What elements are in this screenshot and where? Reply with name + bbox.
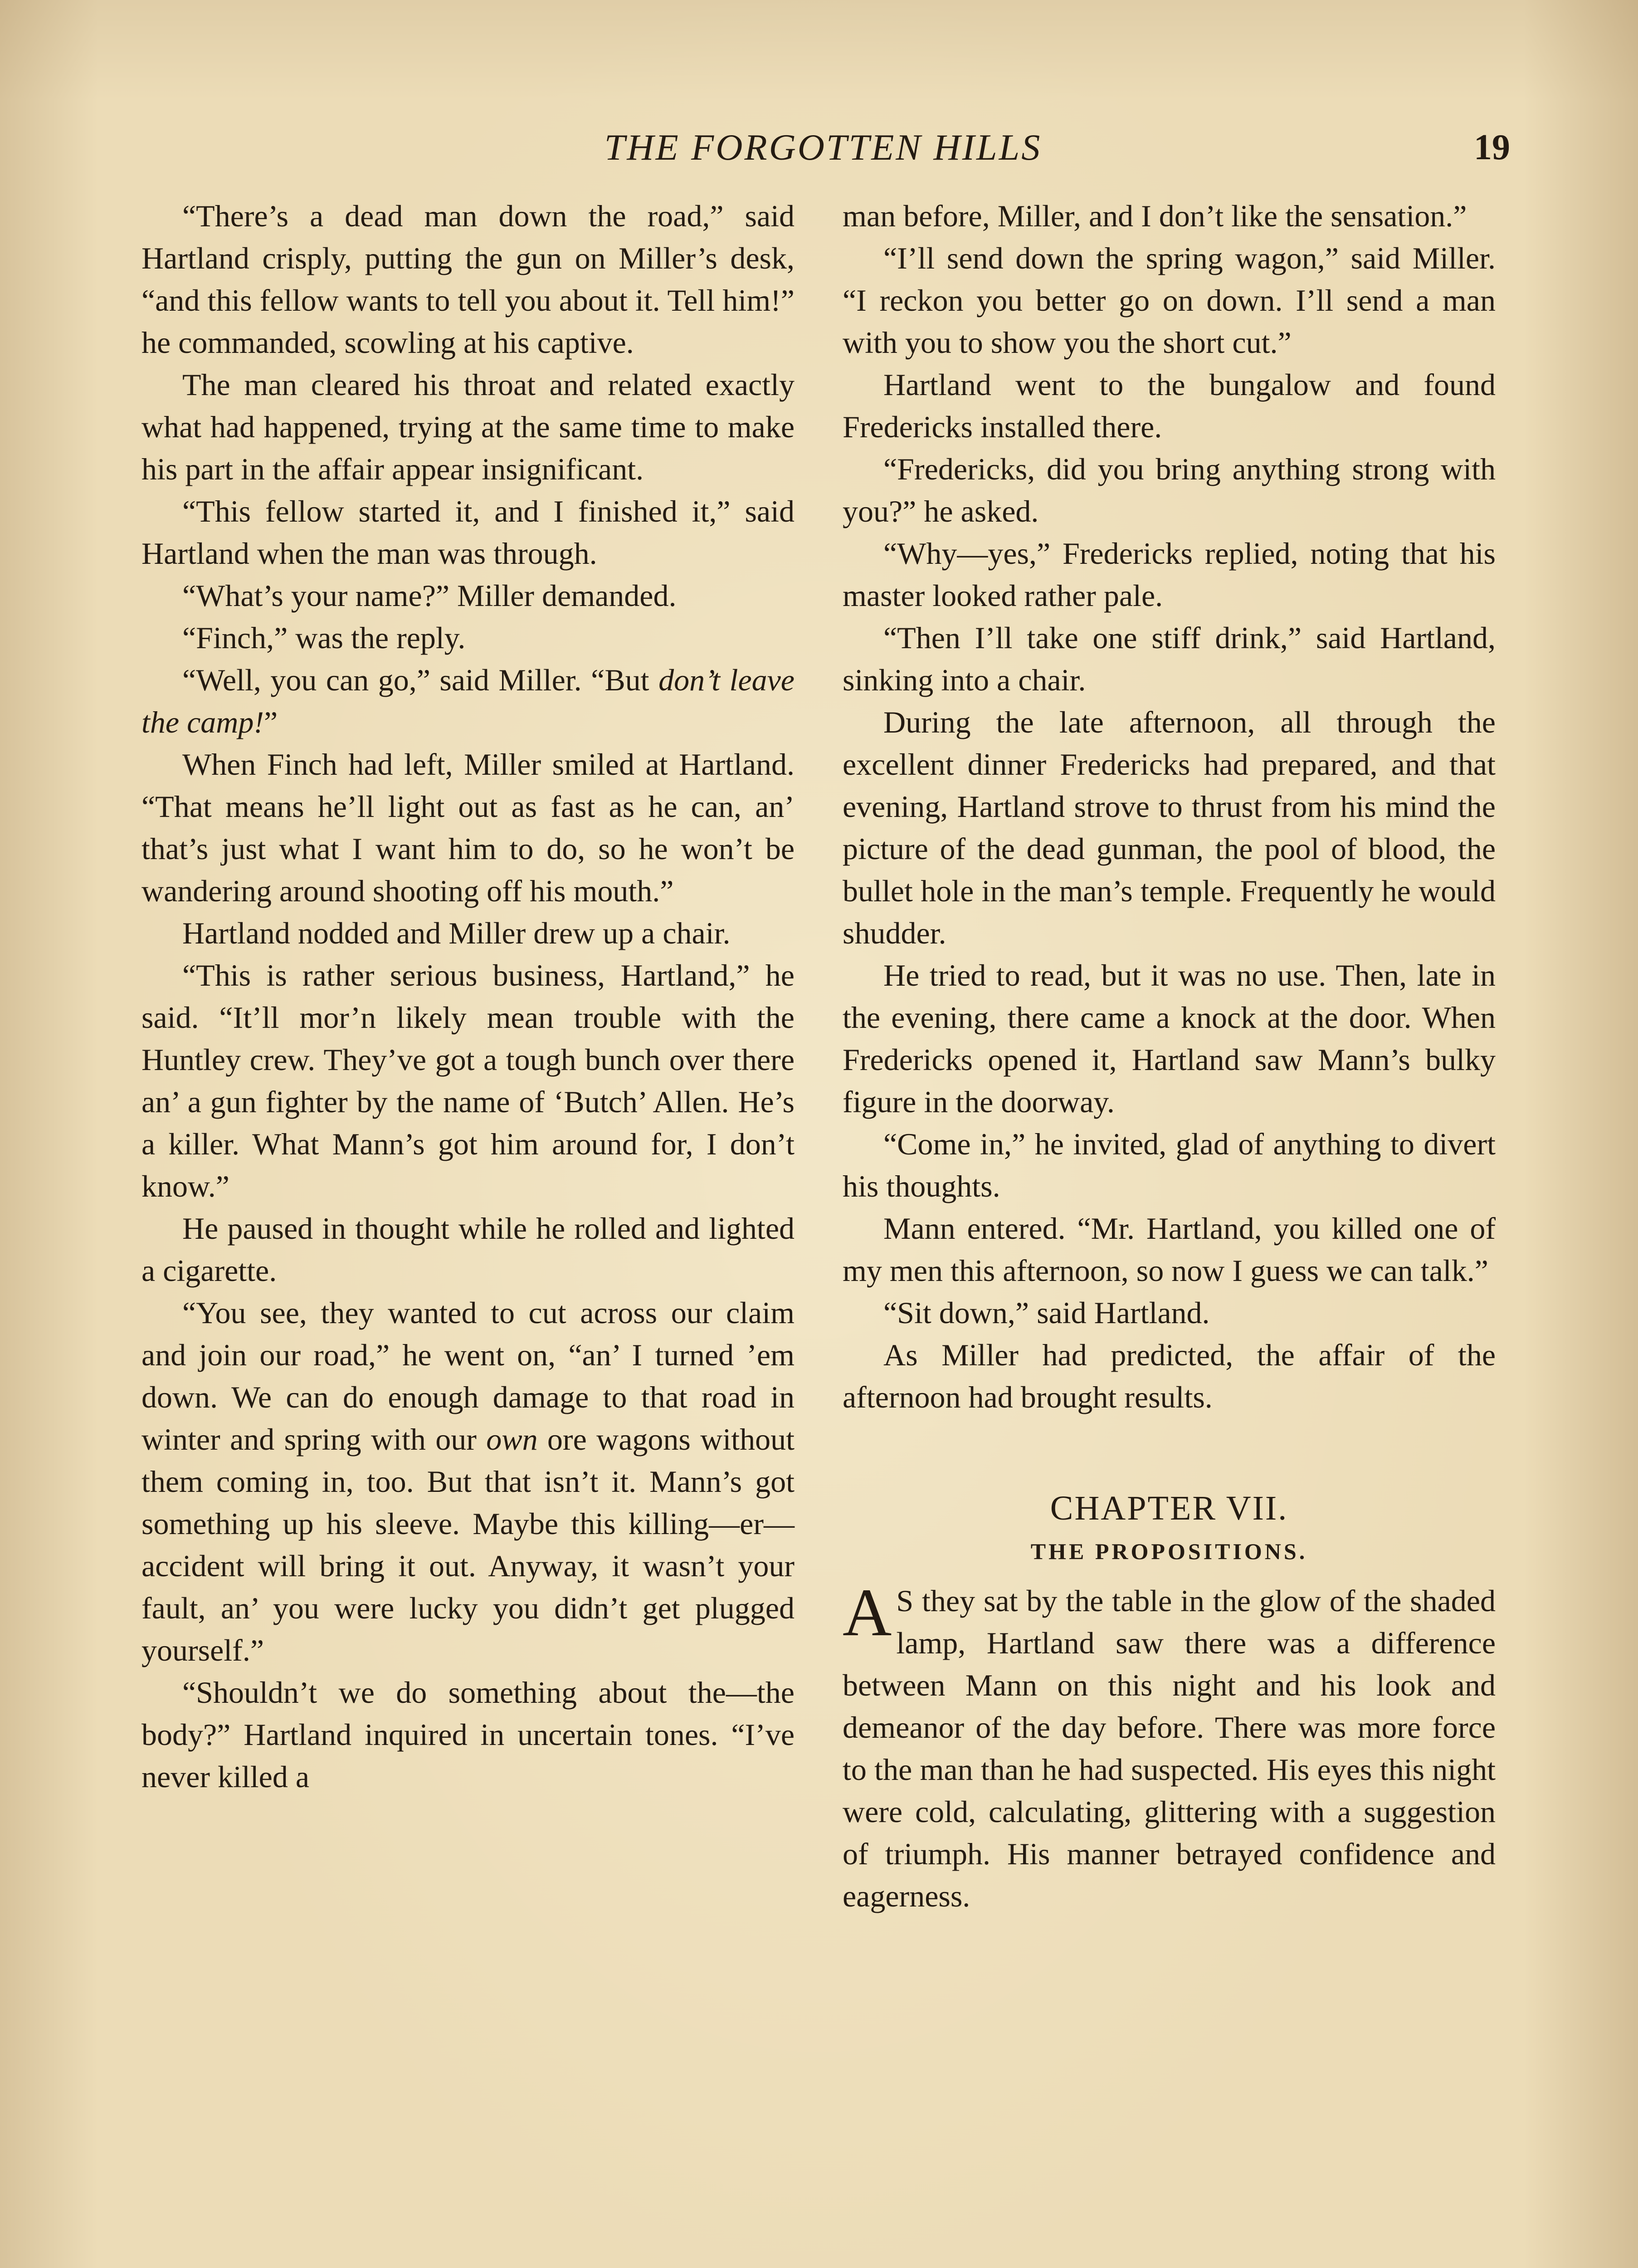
emphasis-text: own xyxy=(486,1422,538,1457)
running-title: THE FORGOTTEN HILLS xyxy=(604,127,1042,168)
left-column xyxy=(141,195,795,1798)
paragraph: During the late afternoon, all through the excellent dinner Fredericks had prepared, and that evening, Hartland strove to thrust from his mind the picture of the dead gunman, the pool of blood, the bullet hole in the man’s temple. Frequently he would shudder. xyxy=(843,705,1496,950)
paragraph: He paused in thought while he rolled and lighted a cigarette. xyxy=(141,1211,795,1288)
paragraph: “Come in,” he invited, glad of anything to divert his thoughts. xyxy=(843,1127,1496,1203)
paragraph: As Miller had predicted, the affair of the afternoon had brought results. xyxy=(843,1338,1496,1414)
emphasis-text: don’t leave the camp! xyxy=(141,663,795,739)
paragraph: “This is rather serious business, Hartland,” he said. “It’ll mor’n likely mean trouble with the Huntley crew. They’ve got a tough bunch over there an’ a gun fighter by the name of ‘Butch’ Allen. He’s a killer. What Mann’s got him around for, I don’t know.” xyxy=(141,958,795,1203)
drop-cap: A xyxy=(843,1575,892,1650)
chapter-heading: CHAPTER VII. xyxy=(1050,1489,1288,1527)
paragraph-text: “Well, you can go,” said Miller. “But xyxy=(182,663,659,697)
chapter-subtitle: THE PROPOSITIONS. xyxy=(1030,1539,1308,1564)
paragraph: “Why—yes,” Fredericks replied, noting that his master looked rather pale. xyxy=(843,536,1496,613)
paragraph: “Fredericks, did you bring anything strong with you?” he asked. xyxy=(843,452,1496,528)
paragraph: Hartland went to the bungalow and found Fredericks installed there. xyxy=(843,367,1496,444)
paragraph: “I’ll send down the spring wagon,” said Miller. “I reckon you better go on down. I’ll send a man with you to show you the short cut.” xyxy=(843,241,1496,360)
paragraph xyxy=(141,1292,795,1672)
paragraph: When Finch had left, Miller smiled at Hartland. “That means he’ll light out as fast as he can, an’ that’s just what I want him to do, so he won’t be wandering around shooting off his mouth.” xyxy=(141,747,795,908)
right-column xyxy=(843,195,1496,1917)
paragraph xyxy=(141,659,795,743)
paragraph: “Shouldn’t we do something about the—the body?” Hartland inquired in uncertain tones. “I’ve never killed a xyxy=(141,1675,795,1794)
paragraph-text: S they sat by the table in the glow of the shaded lamp, Hartland saw there was a difference between Mann on this night and his look and demeanor of the day before. There was more force to the man than he had suspected. His eyes this night were cold, calculating, glittering with a suggestion of triumph. His manner betrayed confidence and eagerness. xyxy=(843,1584,1496,1913)
paragraph: Hartland nodded and Miller drew up a chair. xyxy=(182,916,731,950)
paragraph-text: ” xyxy=(264,705,278,739)
paragraph: He tried to read, but it was no use. Then, late in the evening, there came a knock at the door. When Fredericks opened it, Hartland saw Mann’s bulky figure in the doorway. xyxy=(843,958,1496,1119)
paragraph: “Sit down,” said Hartland. xyxy=(883,1295,1210,1330)
paragraph-text: ore wagons without them coming in, too. But that isn’t it. Mann’s got something up his sleeve. Maybe this killing—er—accident will bring it out. Anyway, it wasn’t your fault, an’ you were lucky you didn’t get plugged yourself.” xyxy=(141,1422,795,1667)
paragraph: “What’s your name?” Miller demanded. xyxy=(182,578,677,613)
paragraph: “Finch,” was the reply. xyxy=(182,621,466,655)
chapter-opening-paragraph xyxy=(843,1575,1496,1917)
paragraph: Mann entered. “Mr. Hartland, you killed one of my men this afternoon, so now I guess we can talk.” xyxy=(843,1211,1496,1288)
paragraph: “There’s a dead man down the road,” said Hartland crisply, putting the gun on Miller’s desk, “and this fellow wants to tell you about it. Tell him!” he commanded, scowling at his captive. xyxy=(141,199,795,360)
paragraph-continuation: man before, Miller, and I don’t like the sensation.” xyxy=(843,199,1467,233)
paragraph-text: “You see, they wanted to cut across our claim and join our road,” he went on, “an’ I turned ’em down. We can do enough damage to that road in winter and spring with our xyxy=(141,1295,795,1457)
running-head xyxy=(136,122,1510,172)
paragraph: “Then I’ll take one stiff drink,” said Hartland, sinking into a chair. xyxy=(843,621,1496,697)
paragraph: The man cleared his throat and related exactly what had happened, trying at the same time to make his part in the affair appear insignificant. xyxy=(141,367,795,486)
page-number: 19 xyxy=(1474,127,1510,167)
paragraph: “This fellow started it, and I finished it,” said Hartland when the man was through. xyxy=(141,494,795,571)
